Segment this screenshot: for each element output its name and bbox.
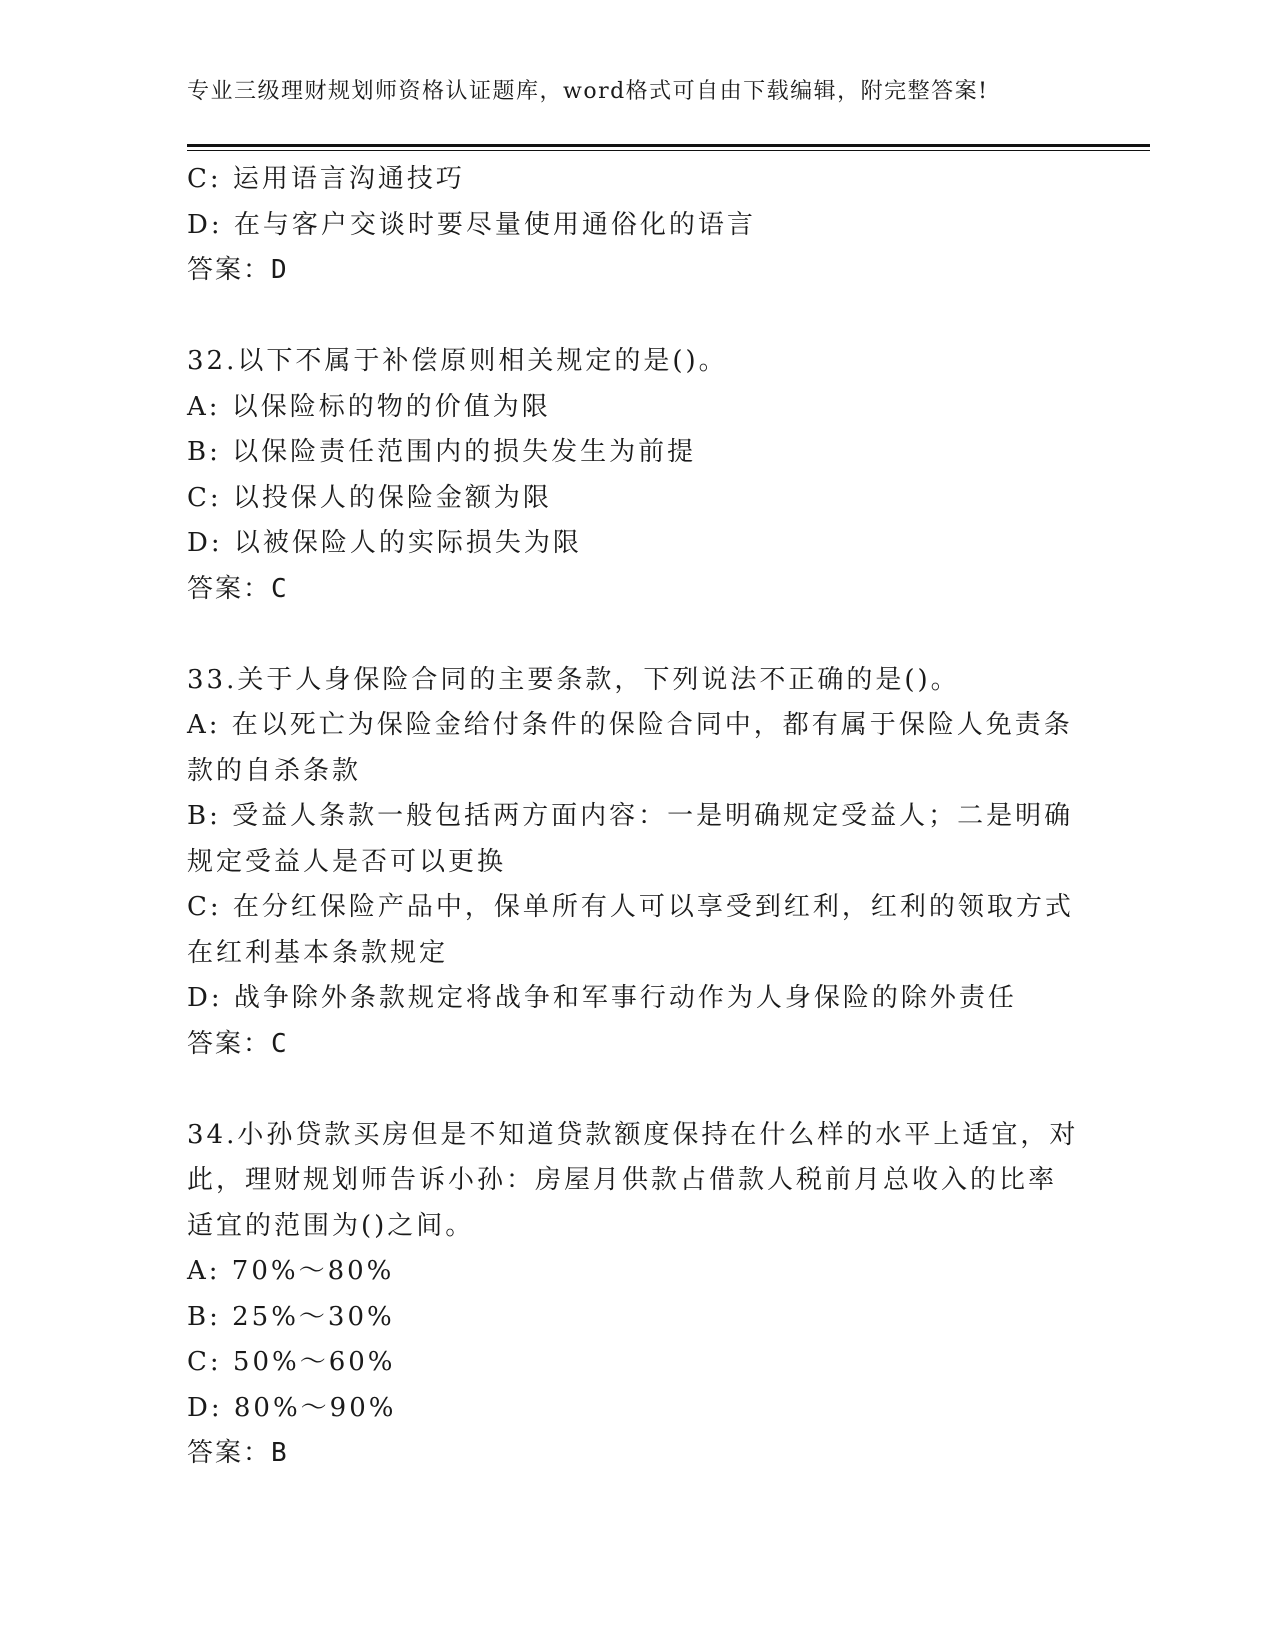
question-gap — [187, 294, 1087, 340]
answer-value: C — [271, 1028, 289, 1059]
option-c: C: 以投保人的保险金额为限 — [187, 482, 552, 513]
question-gap — [187, 612, 1087, 658]
header-rule-thick — [187, 144, 1150, 147]
question-32 — [187, 339, 1087, 612]
option-d: D: 战争除外条款规定将战争和军事行动作为人身保险的除外责任 — [187, 983, 1017, 1013]
option-c: C: 在分红保险产品中，保单所有人可以享受到红利，红利的领取方式 — [187, 892, 1074, 922]
question-stem: 33.关于人身保险合同的主要条款，下列说法不正确的是()。 — [187, 664, 960, 695]
answer-label: 答案： — [187, 255, 272, 285]
answer-value: C — [271, 573, 289, 604]
answer-line — [187, 1431, 1087, 1477]
option-b-continued: 规定受益人是否可以更换 — [187, 846, 507, 877]
question-stem: 32.以下不属于补偿原则相关规定的是()。 — [187, 346, 728, 376]
question-stem-continued: 适宜的范围为()之间。 — [187, 1210, 475, 1241]
answer-value: D — [271, 255, 289, 285]
answer-label: 答案： — [187, 1438, 272, 1468]
carry-over-block — [187, 157, 1087, 294]
option-d: D: 80%～90% — [187, 1392, 397, 1423]
option-b: B: 以保险责任范围内的损失发生为前提 — [187, 437, 697, 467]
question-33 — [187, 658, 1087, 1068]
answer-line — [187, 1022, 1087, 1068]
header-rule-thin — [187, 150, 1150, 151]
answer-label: 答案： — [187, 573, 272, 604]
option-c: C: 50%～60% — [187, 1347, 396, 1377]
page-header: 专业三级理财规划师资格认证题库，word格式可自由下载编辑，附完整答案! — [187, 79, 989, 104]
question-stem: 34.小孙贷款买房但是不知道贷款额度保持在什么样的水平上适宜，对 — [187, 1119, 1079, 1150]
option-a: A: 在以死亡为保险金给付条件的保险合同中，都有属于保险人免责条 — [187, 710, 1073, 740]
question-content — [187, 157, 1087, 1477]
option-b: B: 受益人条款一般包括两方面内容：一是明确规定受益人；二是明确 — [187, 801, 1074, 831]
option-line: C: 运用语言沟通技巧 — [187, 164, 465, 194]
option-line: D: 在与客户交谈时要尽量使用通俗化的语言 — [187, 209, 756, 240]
option-a: A: 70%～80% — [187, 1256, 395, 1286]
option-c-continued: 在红利基本条款规定 — [187, 937, 449, 968]
option-b: B: 25%～30% — [187, 1301, 395, 1332]
answer-line — [187, 567, 1087, 613]
question-gap — [187, 1067, 1087, 1113]
question-34 — [187, 1113, 1087, 1477]
option-a: A: 以保险标的物的价值为限 — [187, 391, 551, 422]
answer-value: B — [271, 1438, 289, 1468]
option-d: D: 以被保险人的实际损失为限 — [187, 528, 582, 558]
answer-line — [187, 248, 1087, 294]
question-stem-continued: 此，理财规划师告诉小孙：房屋月供款占借款人税前月总收入的比率 — [187, 1165, 1058, 1195]
option-a-continued: 款的自杀条款 — [187, 755, 362, 786]
answer-label: 答案： — [187, 1028, 272, 1059]
